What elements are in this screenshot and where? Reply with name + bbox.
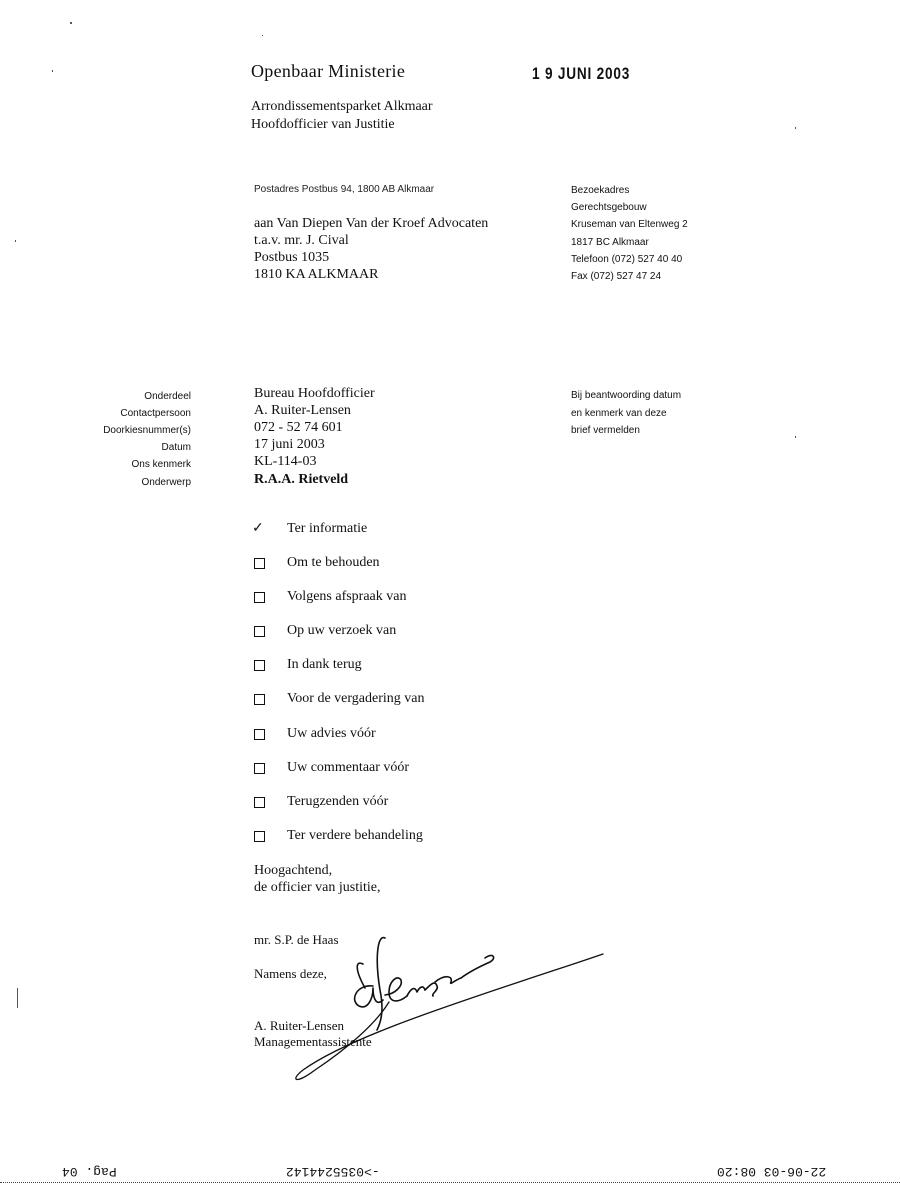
recipient-line2: t.a.v. mr. J. Cival (254, 233, 349, 248)
checkbox-om-te-behouden[interactable] (254, 558, 265, 569)
closing-greeting: Hoogachtend, (254, 863, 333, 878)
scan-speck (795, 127, 796, 129)
visiting-line1: Gerechtsgebouw (571, 202, 647, 214)
recipient-line3: Postbus 1035 (254, 250, 330, 265)
option-uw-commentaar: Uw commentaar vóór (287, 760, 410, 775)
detail-label-onderwerp: Onderwerp (141, 477, 191, 488)
scan-speck (795, 436, 796, 438)
detail-label-contactpersoon: Contactpersoon (120, 408, 191, 419)
recipient-line4: 1810 KA ALKMAAR (254, 267, 379, 282)
detail-value-datum: 17 juni 2003 (254, 437, 325, 452)
fax-edge-line (0, 1182, 900, 1183)
option-om-te-behouden: Om te behouden (287, 555, 380, 570)
option-voor-de-vergadering: Voor de vergadering van (287, 691, 425, 706)
option-uw-advies: Uw advies vóór (287, 726, 376, 741)
option-ter-informatie: Ter informatie (287, 521, 368, 536)
visiting-address (571, 182, 688, 285)
detail-label-onderdeel: Onderdeel (144, 391, 191, 402)
closing-signatory-title: Managementassistente (254, 1034, 372, 1049)
scan-speck (70, 22, 72, 24)
visiting-phone: Telefoon (072) 527 40 40 (571, 253, 683, 265)
visiting-fax: Fax (072) 527 47 24 (571, 271, 662, 283)
option-terugzenden: Terugzenden vóór (287, 794, 389, 809)
department-line2: Hoofdofficier van Justitie (251, 117, 395, 132)
detail-label-datum: Datum (161, 442, 191, 453)
detail-value-kenmerk: KL-114-03 (254, 454, 317, 469)
reply-note-line2: en kenmerk van deze (571, 407, 667, 419)
postal-address: Postadres Postbus 94, 1800 AB Alkmaar (254, 184, 435, 195)
scan-speck (262, 35, 263, 36)
closing-signatory: A. Ruiter-Lensen (254, 1018, 344, 1033)
detail-label-doorkiesnummer: Doorkiesnummer(s) (103, 425, 191, 436)
detail-value-contactpersoon: A. Ruiter-Lensen (254, 403, 351, 418)
handwritten-signature (285, 930, 615, 1090)
checkbox-voor-de-vergadering[interactable] (254, 694, 265, 705)
detail-value-onderwerp: R.A.A. Rietveld (254, 472, 349, 487)
checkmark-icon: ✓ (252, 521, 264, 536)
fax-number: ->0355244142 (286, 1164, 380, 1179)
visiting-line2: Kruseman van Eltenweg 2 (571, 219, 688, 231)
option-in-dank-terug: In dank terug (287, 657, 362, 672)
checkbox-in-dank-terug[interactable] (254, 660, 265, 671)
checkbox-op-uw-verzoek[interactable] (254, 626, 265, 637)
option-op-uw-verzoek: Op uw verzoek van (287, 623, 397, 638)
recipient-line1: aan Van Diepen Van der Kroef Advocaten (254, 216, 489, 231)
checkbox-uw-commentaar[interactable] (254, 763, 265, 774)
checkbox-ter-verdere-behandeling[interactable] (254, 831, 265, 842)
scan-speck (52, 70, 53, 72)
fax-page: Pag. 04 (62, 1164, 117, 1179)
scan-speck (17, 988, 18, 1008)
scan-speck (15, 240, 16, 242)
checkbox-volgens-afspraak[interactable] (254, 592, 265, 603)
department-line1: Arrondissementsparket Alkmaar (251, 99, 433, 114)
option-volgens-afspraak: Volgens afspraak van (287, 589, 407, 604)
option-ter-verdere-behandeling: Ter verdere behandeling (287, 828, 423, 843)
reply-note-line1: Bij beantwoording datum (571, 390, 682, 401)
reply-note (571, 387, 681, 440)
closing-name: mr. S.P. de Haas (254, 932, 339, 947)
fax-datetime: 22-06-03 08:20 (717, 1164, 827, 1179)
detail-value-doorkiesnummer: 072 - 52 74 601 (254, 420, 343, 435)
checkbox-terugzenden[interactable] (254, 797, 265, 808)
visiting-line3: 1817 BC Alkmaar (571, 236, 649, 248)
visiting-heading: Bezoekadres (571, 185, 630, 196)
received-date-stamp: 1 9 JUNI 2003 (532, 64, 631, 83)
checkbox-uw-advies[interactable] (254, 729, 265, 740)
organization-name: Openbaar Ministerie (251, 61, 406, 81)
detail-label-kenmerk: Ons kenmerk (131, 459, 191, 470)
closing-role: de officier van justitie, (254, 880, 381, 895)
closing-on-behalf: Namens deze, (254, 966, 327, 981)
reply-note-line3: brief vermelden (571, 425, 640, 436)
detail-value-onderdeel: Bureau Hoofdofficier (254, 386, 375, 401)
